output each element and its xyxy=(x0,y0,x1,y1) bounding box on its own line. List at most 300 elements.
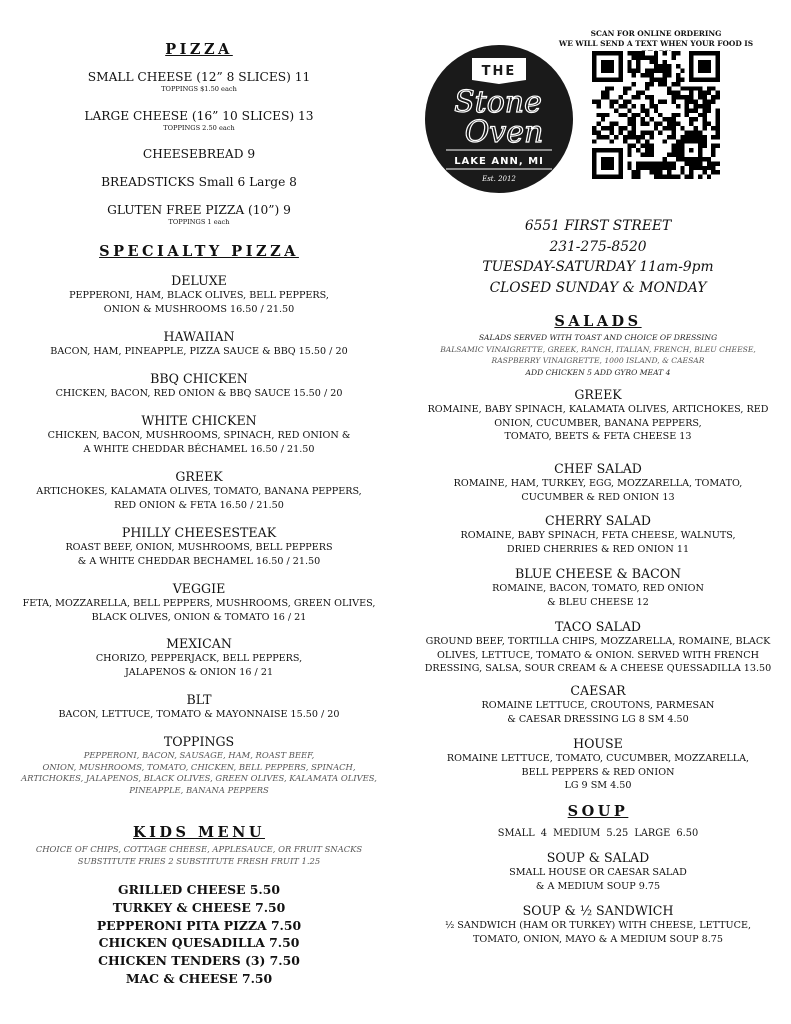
soup-item-desc: TOMATO, ONION, MAYO & A MEDIUM SOUP 8.75 xyxy=(473,933,723,945)
qr-module xyxy=(645,113,649,117)
qr-module xyxy=(618,130,622,134)
specialty-section xyxy=(6,243,392,260)
qr-module xyxy=(627,153,631,157)
qr-module xyxy=(667,69,671,73)
qr-module xyxy=(676,77,680,81)
salads-note: SALADS SERVED WITH TOAST AND CHOICE OF DRESSING xyxy=(478,333,718,342)
qr-module xyxy=(716,135,720,139)
qr-module xyxy=(702,104,706,108)
qr-module xyxy=(627,130,631,134)
qr-module xyxy=(641,51,645,55)
qr-module xyxy=(702,144,706,148)
toppings-list: ARTICHOKES, JALAPENOS, BLACK OLIVES, GREEN OLIVES, KALAMATA OLIVES, xyxy=(21,773,377,783)
qr-module xyxy=(645,161,649,165)
pizza-item xyxy=(6,203,392,227)
qr-module xyxy=(623,139,627,143)
qr-module xyxy=(671,148,675,152)
qr-module xyxy=(654,175,658,179)
qr-module xyxy=(671,126,675,130)
qr-module xyxy=(711,135,715,139)
qr-module xyxy=(601,113,605,117)
qr-module xyxy=(694,135,698,139)
specialty-item-desc: ROAST BEEF, ONION, MUSHROOMS, BELL PEPPERS xyxy=(65,542,333,553)
specialty-item xyxy=(6,525,392,568)
qr-module xyxy=(711,95,715,99)
qr-module xyxy=(636,135,640,139)
specialty-item-desc: ARTICHOKES, KALAMATA OLIVES, TOMATO, BANANA PEPPERS, xyxy=(36,486,362,497)
qr-module xyxy=(689,175,693,179)
qr-module xyxy=(667,91,671,95)
salad-item-name: CAESAR xyxy=(570,683,626,698)
kids-item: MAC & CHEESE 7.50 xyxy=(125,970,273,986)
specialty-item-name: HAWAIIAN xyxy=(163,329,235,344)
qr-module xyxy=(685,161,689,165)
salad-item-desc: GROUND BEEF, TORTILLA CHIPS, MOZZARELLA, ROMAINE, BLACK xyxy=(425,636,771,647)
qr-module xyxy=(636,55,640,59)
specialty-item-desc: BLACK OLIVES, ONION & TOMATO 16 / 21 xyxy=(91,611,307,623)
qr-module xyxy=(707,175,711,179)
salad-item xyxy=(410,736,786,793)
qr-module xyxy=(667,153,671,157)
soup-item xyxy=(410,903,786,946)
qr-module xyxy=(671,135,675,139)
qr-module xyxy=(596,100,600,104)
qr-module xyxy=(654,64,658,68)
qr-module xyxy=(645,166,649,170)
qr-module xyxy=(689,122,693,126)
qr-module xyxy=(641,91,645,95)
qr-module xyxy=(636,170,640,174)
qr-module xyxy=(689,130,693,134)
specialty-item-name: WHITE CHICKEN xyxy=(141,413,257,428)
qr-module xyxy=(645,82,649,86)
qr-module xyxy=(711,144,715,148)
specialty-item-desc: FETA, MOZZARELLA, BELL PEPPERS, MUSHROOMS, GREEN OLIVES, xyxy=(22,598,376,609)
qr-module xyxy=(702,100,706,104)
qr-module xyxy=(605,91,609,95)
qr-module xyxy=(658,166,662,170)
qr-module xyxy=(654,108,658,112)
pizza-item-note: TOPPINGS $1.50 each xyxy=(161,85,237,93)
qr-module xyxy=(689,135,693,139)
qr-module xyxy=(702,113,706,117)
qr-module xyxy=(632,95,636,99)
pizza-item-line: CHEESEBREAD 9 xyxy=(142,147,256,161)
qr-module xyxy=(702,166,706,170)
qr-module xyxy=(649,82,653,86)
qr-module xyxy=(698,113,702,117)
qr-module xyxy=(716,122,720,126)
specialty-item-desc: RED ONION & FETA 16.50 / 21.50 xyxy=(114,499,284,511)
qr-module xyxy=(636,51,640,55)
qr-module xyxy=(636,161,640,165)
kids-item: PEPPERONI PITA PIZZA 7.50 xyxy=(96,917,302,933)
qr-module xyxy=(636,64,640,68)
specialty-item-name: GREEK xyxy=(175,469,223,484)
qr-module xyxy=(711,126,715,130)
qr-module xyxy=(689,91,693,95)
salad-item xyxy=(410,513,786,556)
salad-item-name: CHERRY SALAD xyxy=(545,513,651,528)
logo-est: Est. 2012 xyxy=(482,175,516,183)
specialty-item-desc: CHORIZO, PEPPERJACK, BELL PEPPERS, xyxy=(95,653,303,664)
qr-module xyxy=(671,153,675,157)
qr-module xyxy=(605,86,609,90)
qr-module xyxy=(636,139,640,143)
qr-module xyxy=(649,100,653,104)
salad-item-name: TACO SALAD xyxy=(554,619,642,634)
qr-module xyxy=(702,95,706,99)
qr-module xyxy=(698,91,702,95)
toppings-list: ONION, MUSHROOMS, TOMATO, CHICKEN, BELL PEPPERS, SPINACH, xyxy=(42,761,356,772)
salad-item xyxy=(410,619,786,676)
qr-module xyxy=(698,161,702,165)
salad-item-desc: ONION, CUCUMBER, BANANA PEPPERS, xyxy=(494,417,702,429)
kids-item: TURKEY & CHEESE 7.50 xyxy=(112,899,286,915)
qr-module xyxy=(694,117,698,121)
qr-module xyxy=(689,170,693,174)
specialty-item xyxy=(6,413,392,456)
toppings-title: TOPPINGS xyxy=(163,734,235,749)
salad-item-desc: DRIED CHERRIES & RED ONION 11 xyxy=(506,543,690,555)
qr-module xyxy=(667,135,671,139)
qr-module xyxy=(707,86,711,90)
salad-item-desc: CUCUMBER & RED ONION 13 xyxy=(521,491,675,503)
qr-module xyxy=(605,95,609,99)
specialty-item-desc: BACON, HAM, PINEAPPLE, PIZZA SAUCE & BBQ 15.50 / 20 xyxy=(50,346,348,357)
qr-module xyxy=(601,95,605,99)
qr-module xyxy=(649,55,653,59)
soup-sizes: SMALL 4 MEDIUM 5.25 LARGE 6.50 xyxy=(497,828,699,839)
qr-code[interactable] xyxy=(592,51,720,179)
qr-module xyxy=(676,91,680,95)
qr-module xyxy=(654,122,658,126)
specialty-item xyxy=(6,692,392,722)
qr-module xyxy=(671,144,675,148)
pizza-item-line: GLUTEN FREE PIZZA (10”) 9 xyxy=(107,203,291,217)
salad-item-desc: ROMAINE, BACON, TOMATO, RED ONION xyxy=(492,583,704,594)
qr-module xyxy=(654,104,658,108)
qr-module xyxy=(645,148,649,152)
qr-caption-line: WE WILL SEND A TEXT WHEN YOUR FOOD IS xyxy=(558,39,754,48)
qr-module xyxy=(689,108,693,112)
kids-note: CHOICE OF CHIPS, COTTAGE CHEESE, APPLESAUCE, OR FRUIT SNACKS xyxy=(35,844,363,854)
qr-module xyxy=(632,73,636,77)
qr-module xyxy=(680,86,684,90)
qr-module xyxy=(627,166,631,170)
qr-module xyxy=(654,60,658,64)
qr-module xyxy=(649,130,653,134)
qr-module xyxy=(658,100,662,104)
soup-title: SOUP xyxy=(567,803,629,820)
qr-module xyxy=(658,161,662,165)
qr-module xyxy=(632,82,636,86)
logo-script-stone: Stone xyxy=(454,85,542,120)
qr-module xyxy=(649,60,653,64)
qr-module xyxy=(680,95,684,99)
qr-module xyxy=(636,113,640,117)
qr-module xyxy=(636,95,640,99)
qr-module xyxy=(689,117,693,121)
qr-module xyxy=(694,130,698,134)
toppings-block xyxy=(6,734,392,796)
specialty-item xyxy=(6,581,392,624)
qr-module xyxy=(716,95,720,99)
salads-note: ADD CHICKEN 5 ADD GYRO MEAT 4 xyxy=(525,367,671,377)
salads-section xyxy=(410,313,786,378)
qr-module xyxy=(676,82,680,86)
qr-module xyxy=(676,122,680,126)
qr-module xyxy=(632,51,636,55)
qr-module xyxy=(663,175,667,179)
qr-module xyxy=(645,153,649,157)
qr-module xyxy=(694,108,698,112)
qr-module xyxy=(702,157,706,161)
qr-module xyxy=(663,64,667,68)
qr-module xyxy=(667,175,671,179)
specialty-item-name: BLT xyxy=(186,692,212,707)
qr-module xyxy=(676,144,680,148)
qr-module xyxy=(667,64,671,68)
qr-alignment-pattern xyxy=(689,148,693,152)
qr-module xyxy=(658,170,662,174)
qr-module xyxy=(716,170,720,174)
qr-module xyxy=(610,104,614,108)
salad-item-desc: LG 9 SM 4.50 xyxy=(564,780,632,791)
qr-module xyxy=(716,126,720,130)
pizza-section xyxy=(6,41,392,58)
qr-module xyxy=(632,170,636,174)
qr-module xyxy=(702,91,706,95)
qr-module xyxy=(641,73,645,77)
qr-module xyxy=(658,69,662,73)
qr-module xyxy=(645,73,649,77)
qr-module xyxy=(685,175,689,179)
specialty-item xyxy=(6,329,392,359)
qr-module xyxy=(632,144,636,148)
kids-title: KIDS MENU xyxy=(133,824,265,841)
pizza-item-note: TOPPINGS 1 each xyxy=(168,218,230,226)
qr-module xyxy=(671,113,675,117)
salad-item-desc: BELL PEPPERS & RED ONION xyxy=(521,766,675,778)
qr-module xyxy=(676,73,680,77)
salad-item-desc: OLIVES, LETTUCE, TOMATO & ONION. SERVED WITH FRENCH xyxy=(437,649,759,661)
qr-module xyxy=(592,100,596,104)
qr-module xyxy=(654,166,658,170)
salad-item-name: GREEK xyxy=(574,387,622,402)
qr-module xyxy=(610,126,614,130)
qr-module xyxy=(649,104,653,108)
qr-module xyxy=(610,100,614,104)
qr-module xyxy=(623,104,627,108)
qr-finder-pattern xyxy=(698,60,711,73)
qr-module xyxy=(707,108,711,112)
specialty-item-name: DELUXE xyxy=(171,273,227,288)
specialty-item-desc: PEPPERONI, HAM, BLACK OLIVES, BELL PEPPERS, xyxy=(69,290,329,301)
qr-module xyxy=(649,135,653,139)
qr-module xyxy=(676,113,680,117)
qr-module xyxy=(627,144,631,148)
restaurant-info xyxy=(410,216,786,298)
qr-module xyxy=(671,166,675,170)
specialty-item-name: PHILLY CHEESESTEAK xyxy=(121,525,277,540)
phone[interactable]: 231-275-8520 xyxy=(549,238,647,255)
qr-module xyxy=(610,86,614,90)
qr-module xyxy=(663,161,667,165)
qr-module xyxy=(676,157,680,161)
qr-module xyxy=(658,113,662,117)
qr-module xyxy=(698,166,702,170)
qr-module xyxy=(694,100,698,104)
qr-module xyxy=(623,91,627,95)
pizza-item-line: SMALL CHEESE (12” 8 SLICES) 11 xyxy=(87,70,311,84)
pizza-item-line: BREADSTICKS Small 6 Large 8 xyxy=(101,175,297,189)
kids-note: SUBSTITUTE FRIES 2 SUBSTITUTE FRESH FRUIT 1.25 xyxy=(77,855,321,866)
qr-module xyxy=(663,51,667,55)
qr-module xyxy=(707,161,711,165)
specialty-item xyxy=(6,636,392,679)
qr-module xyxy=(592,139,596,143)
qr-module xyxy=(702,135,706,139)
qr-module xyxy=(667,170,671,174)
qr-module xyxy=(711,166,715,170)
qr-module xyxy=(645,108,649,112)
qr-module xyxy=(649,170,653,174)
qr-module xyxy=(641,117,645,121)
qr-module xyxy=(649,144,653,148)
qr-module xyxy=(632,113,636,117)
specialty-item-desc: JALAPENOS & ONION 16 / 21 xyxy=(124,666,274,678)
logo-script-oven: Oven xyxy=(464,115,544,150)
qr-module xyxy=(667,122,671,126)
qr-module xyxy=(654,77,658,81)
qr-module xyxy=(596,104,600,108)
qr-module xyxy=(711,153,715,157)
kids-item: CHICKEN TENDERS (3) 7.50 xyxy=(98,953,300,969)
qr-module xyxy=(698,104,702,108)
logo-location: LAKE ANN, MI xyxy=(454,156,544,167)
soup-item-name: SOUP & ½ SANDWICH xyxy=(522,903,674,918)
qr-module xyxy=(601,91,605,95)
qr-module xyxy=(614,108,618,112)
qr-module xyxy=(694,86,698,90)
soup-item-desc: & A MEDIUM SOUP 9.75 xyxy=(535,880,661,892)
qr-module xyxy=(694,166,698,170)
qr-module xyxy=(671,130,675,134)
qr-module xyxy=(641,104,645,108)
qr-module xyxy=(707,122,711,126)
qr-module xyxy=(716,108,720,112)
qr-module xyxy=(632,122,636,126)
qr-module xyxy=(596,113,600,117)
logo-the: THE xyxy=(481,64,517,79)
qr-module xyxy=(627,100,631,104)
qr-module xyxy=(596,130,600,134)
qr-module xyxy=(689,100,693,104)
qr-module xyxy=(654,161,658,165)
qr-module xyxy=(676,64,680,68)
qr-module xyxy=(641,122,645,126)
soup-section xyxy=(410,803,786,840)
salad-item xyxy=(410,461,786,504)
qr-module xyxy=(627,122,631,126)
qr-module xyxy=(618,95,622,99)
qr-module xyxy=(711,170,715,174)
qr-module xyxy=(632,55,636,59)
closed-days: CLOSED SUNDAY & MONDAY xyxy=(489,279,707,296)
qr-module xyxy=(685,135,689,139)
qr-module xyxy=(680,126,684,130)
qr-module xyxy=(658,130,662,134)
qr-module xyxy=(614,135,618,139)
qr-module xyxy=(707,157,711,161)
qr-module xyxy=(636,148,640,152)
qr-module xyxy=(685,86,689,90)
qr-module xyxy=(711,100,715,104)
kids-item: CHICKEN QUESADILLA 7.50 xyxy=(98,935,300,951)
qr-module xyxy=(627,60,631,64)
qr-module xyxy=(707,166,711,170)
soup-item-desc: ½ SANDWICH (HAM OR TURKEY) WITH CHEESE, LETTUCE, xyxy=(444,920,752,931)
qr-module xyxy=(671,122,675,126)
qr-module xyxy=(649,95,653,99)
qr-module xyxy=(627,51,631,55)
specialty-item-name: BBQ CHICKEN xyxy=(150,371,248,386)
qr-module xyxy=(676,175,680,179)
qr-module xyxy=(614,122,618,126)
salad-item-desc: ROMAINE, HAM, TURKEY, EGG, MOZZARELLA, TOMATO, xyxy=(453,478,743,489)
qr-module xyxy=(671,55,675,59)
qr-module xyxy=(663,82,667,86)
qr-module xyxy=(641,108,645,112)
qr-module xyxy=(707,100,711,104)
qr-module xyxy=(667,117,671,121)
qr-module xyxy=(680,135,684,139)
qr-module xyxy=(627,161,631,165)
address: 6551 FIRST STREET xyxy=(524,218,672,234)
qr-module xyxy=(716,91,720,95)
qr-module xyxy=(632,69,636,73)
qr-module xyxy=(605,113,609,117)
specialty-item xyxy=(6,273,392,316)
specialty-item-desc: ONION & MUSHROOMS 16.50 / 21.50 xyxy=(103,303,295,315)
qr-module xyxy=(698,130,702,134)
kids-items xyxy=(6,881,392,988)
qr-module xyxy=(685,108,689,112)
qr-module xyxy=(702,122,706,126)
qr-module xyxy=(676,148,680,152)
qr-module xyxy=(654,126,658,130)
specialty-item-name: VEGGIE xyxy=(172,581,226,596)
qr-module xyxy=(698,86,702,90)
pizza-item-note: TOPPINGS 2.50 each xyxy=(163,124,235,132)
qr-module xyxy=(596,122,600,126)
specialty-item-desc: BACON, LETTUCE, TOMATO & MAYONNAISE 15.50 / 20 xyxy=(58,709,340,720)
qr-module xyxy=(716,113,720,117)
qr-module xyxy=(680,166,684,170)
salad-item-desc: DRESSING, SALSA, SOUR CREAM & A CHEESE QUESSADILLA 13.50 xyxy=(424,663,772,674)
qr-module xyxy=(641,153,645,157)
qr-module xyxy=(636,69,640,73)
qr-module xyxy=(627,135,631,139)
qr-caption-line: SCAN FOR ONLINE ORDERING xyxy=(590,29,722,38)
specialty-title: SPECIALTY PIZZA xyxy=(99,243,299,260)
qr-module xyxy=(592,130,596,134)
qr-module xyxy=(641,135,645,139)
salad-item-name: HOUSE xyxy=(573,736,623,751)
salad-item-desc: & BLEU CHEESE 12 xyxy=(547,596,649,608)
qr-module xyxy=(694,104,698,108)
